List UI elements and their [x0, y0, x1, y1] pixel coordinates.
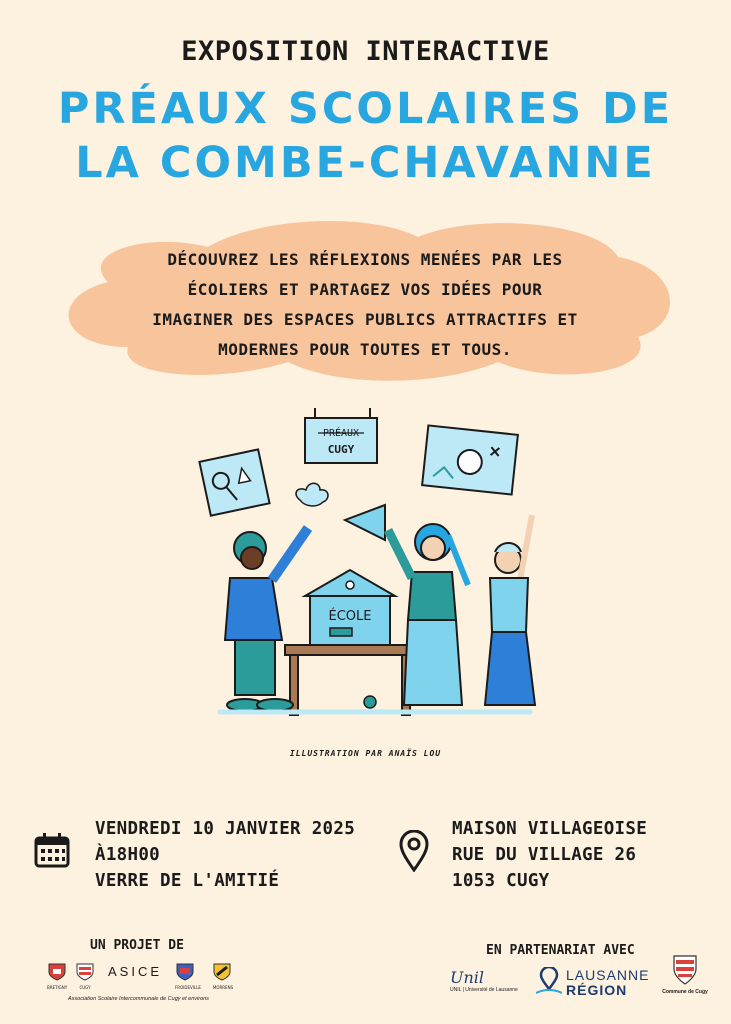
accessibility-poster [422, 425, 518, 494]
unil-logo [450, 968, 518, 993]
unil-wordmark: Unil [450, 968, 485, 987]
school-label: ÉCOLE [328, 609, 372, 624]
crest-label: CUGY [79, 985, 91, 990]
intro-line: DÉCOUVREZ LES RÉFLEXIONS MENÉES PAR LES [167, 250, 563, 269]
lausanne-text: LAUSANNE [566, 967, 650, 983]
project-label: UN PROJET DE [90, 938, 184, 953]
intro-line: ÉCOLIERS ET PARTAGEZ VOS IDÉES POUR [187, 280, 543, 299]
exhibition-kicker: EXPOSITION INTERACTIVE [181, 36, 550, 67]
intro-text [120, 245, 610, 365]
crest-morrens [212, 963, 234, 990]
sign-text: CUGY [327, 443, 355, 456]
event-street: RUE DU VILLAGE 26 [452, 845, 637, 865]
map-pin-icon [398, 830, 430, 872]
crest-label: MORRENS [212, 985, 234, 990]
event-date: VENDREDI 10 JANVIER 2025 [95, 819, 356, 839]
partner-label: EN PARTENARIAT AVEC [486, 943, 635, 958]
event-venue-block [452, 816, 647, 894]
cugy-label: Commune de Cugy [662, 989, 708, 995]
sign-strike-text: PRÉAUX [322, 428, 360, 439]
unil-subtitle: UNIL | Université de Lausanne [450, 987, 518, 993]
title-line-2: LA COMBE-CHAVANNE [75, 138, 656, 188]
crest-bretigny [47, 963, 67, 990]
region-text: RÉGION [566, 982, 628, 998]
title-line-1: PRÉAUX SCOLAIRES DE [57, 84, 674, 134]
crest-label: BRETIGNY [47, 985, 68, 990]
sports-poster [199, 449, 269, 515]
event-date-block [95, 816, 355, 894]
lausanne-pin-icon [536, 967, 562, 997]
cugy-crest-icon [672, 955, 698, 985]
event-time: À18H00 [95, 845, 161, 865]
intro-line: IMAGINER DES ESPACES PUBLICS ATTRACTIFS ET [152, 310, 578, 329]
school-house [305, 570, 395, 645]
character-right [485, 515, 535, 705]
crest-label: FROIDEVILLE [175, 985, 201, 990]
event-city: 1053 CUGY [452, 871, 550, 891]
asice-logo: ASICE [108, 964, 163, 979]
preaux-sign [305, 408, 377, 463]
event-venue: MAISON VILLAGEOISE [452, 819, 648, 839]
children-illustration [190, 400, 550, 730]
asice-subtitle: Association Scolaire Intercommunale de Cugy et environs [68, 996, 209, 1002]
illustration-credit: ILLUSTRATION PAR ANAÏS LOU [289, 749, 442, 758]
event-extra: VERRE DE L'AMITIÉ [95, 871, 280, 891]
crest-cugy [75, 963, 95, 990]
calendar-icon [34, 832, 70, 868]
intro-line: MODERNES POUR TOUTES ET TOUS. [218, 340, 512, 359]
crest-froideville [175, 963, 201, 990]
commune-cugy-logo [660, 955, 710, 995]
